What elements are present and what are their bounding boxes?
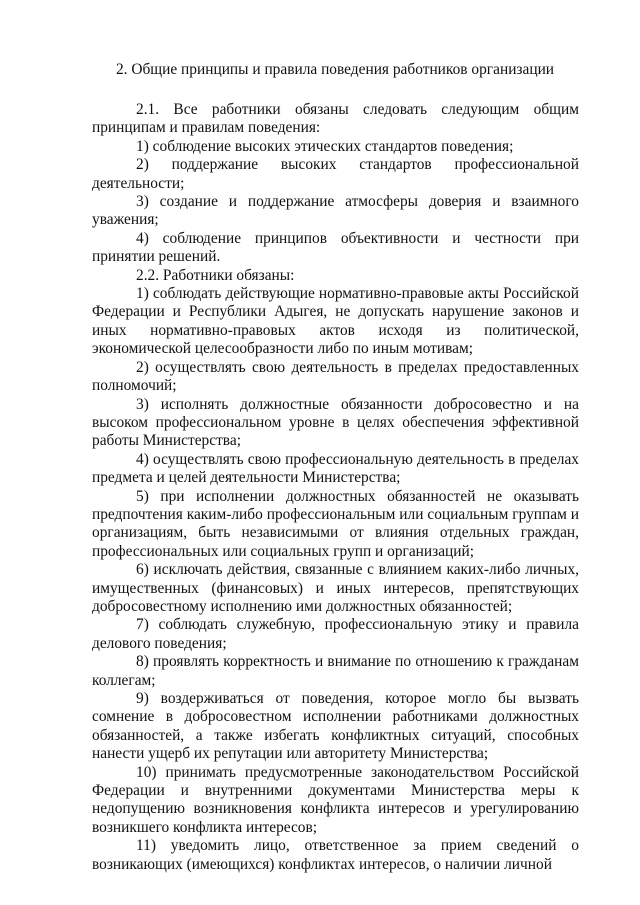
paragraph-2-2-item-4: 4) осуществлять свою профессиональную деятельность в пределах предмета и целей деятельности Министерства; <box>92 450 579 487</box>
paragraph-2-2: 2.2. Работники обязаны: <box>136 266 295 284</box>
document-body <box>92 101 579 874</box>
paragraph-2-1-item-3: 3) создание и поддержание атмосферы доверия и взаимного уважения; <box>92 193 579 229</box>
paragraph-2-2-item-2: 2) осуществлять свою деятельность в пределах предоставленных полномочий; <box>92 358 579 395</box>
paragraph-2-2-item-8: 8) проявлять корректность и внимание по отношению к гражданам коллегам; <box>92 653 579 689</box>
paragraph-2-2-item-11: 11) уведомить лицо, ответственное за прием сведений о возникающих (имеющихся) конфликтах интересов, о наличии личной <box>92 837 579 873</box>
paragraph-2-2-item-6: 6) исключать действия, связанные с влиянием каких-либо личных, имущественных (финансовых) и иных интересов, препятствующих добросовестному исполнению ими должностных обязанностей; <box>92 561 579 615</box>
paragraph-2-2-item-5: 5) при исполнении должностных обязанностей не оказывать предпочтения каким-либо профессиональным или социальным группам и организациям, быть независимыми от влияния отдельных граждан, профессиональных или социальных групп и организаций; <box>92 487 579 560</box>
paragraph-2-2-item-3: 3) исполнять должностные обязанности добросовестно и на высоком профессиональном уровне в целях обеспечения эффективной работы Министерства; <box>92 395 579 450</box>
paragraph-2-1-item-1: 1) соблюдение высоких этических стандартов поведения; <box>136 137 514 155</box>
paragraph-2-1-item-2: 2) поддержание высоких стандартов профессиональной деятельности; <box>92 156 579 192</box>
paragraph-2-1: 2.1. Все работники обязаны следовать следующим общим принципам и правилам поведения: <box>92 101 579 137</box>
section-heading: 2. Общие принципы и правила поведения работников организации <box>115 61 555 78</box>
paragraph-2-2-item-1: 1) соблюдать действующие нормативно-правовые акты Российской Федерации и Республики Адыгея, не допускать нарушение законов и иных нормативно-правовых актов исходя из политической, экономической целесообразности либо по иным мотивам; <box>92 285 579 358</box>
paragraph-2-2-item-7: 7) соблюдать служебную, профессиональную этику и правила делового поведения; <box>92 616 579 652</box>
paragraph-2-2-item-10: 10) принимать предусмотренные законодательством Российской Федерации и внутренними документами Министерства меры к недопущению возникновения конфликта интересов и урегулированию возникшего конфликта интересов; <box>92 763 579 836</box>
paragraph-2-1-item-4: 4) соблюдение принципов объективности и честности при принятии решений. <box>92 229 579 266</box>
paragraph-2-2-item-9: 9) воздерживаться от поведения, которое могло бы вызвать сомнение в добросовестном исполнении работниками должностных обязанностей, а также избегать конфликтных ситуаций, способных нанести ущерб их репутации или авторитету Министерства; <box>92 690 579 763</box>
